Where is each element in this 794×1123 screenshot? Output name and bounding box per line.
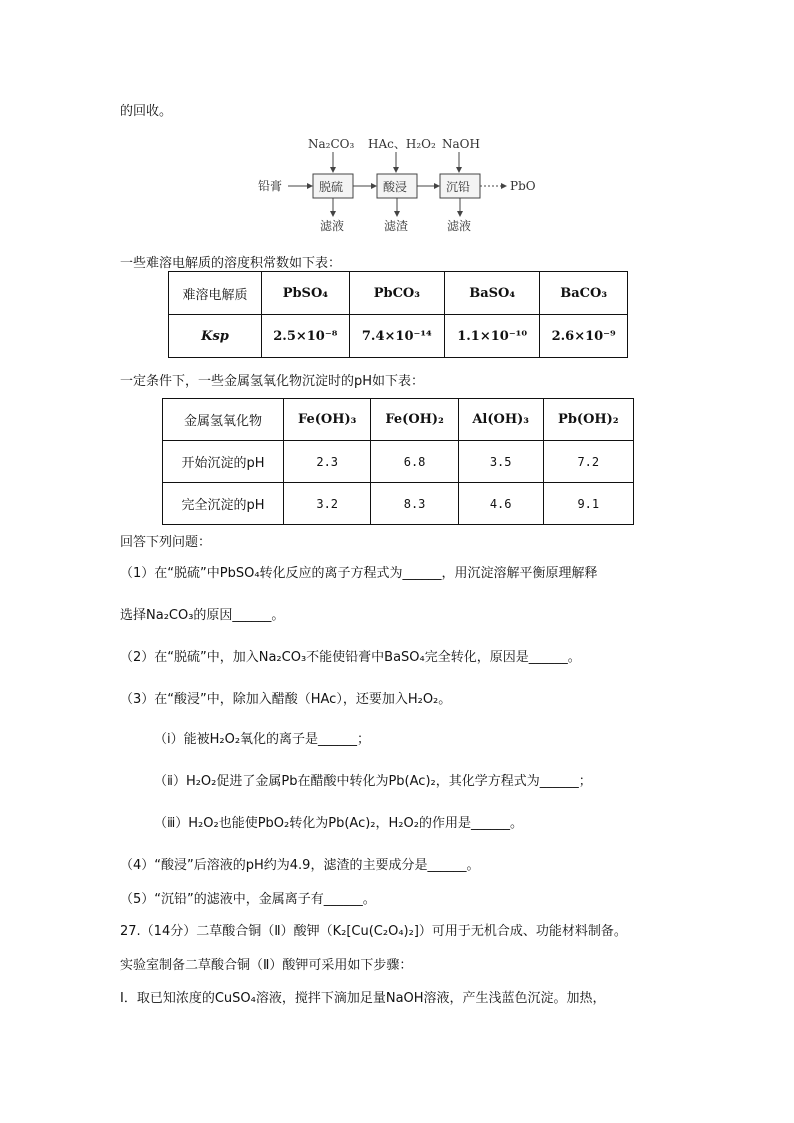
ksp-value: 2.6×10⁻⁹: [540, 315, 628, 358]
step-3: 沉铅: [446, 180, 471, 194]
ph-start-value: 2.3: [284, 441, 371, 483]
process-flow-diagram: [250, 132, 550, 234]
ph-start-label: 开始沉淀的pH: [163, 441, 284, 483]
step-2: 酸浸: [383, 180, 408, 194]
ph-caption: 一定条件下，一些金属氢氧化物沉淀时的pH如下表：: [120, 374, 425, 389]
ksp-value: 2.5×10⁻⁸: [262, 315, 350, 358]
ph-hydroxide: Fe(OH)₃: [284, 399, 371, 441]
step-I: Ⅰ．取已知浓度的CuSO₄溶液，搅拌下滴加足量NaOH溶液，产生浅蓝色沉淀。加热，: [120, 991, 606, 1006]
question-27-intro: 实验室制备二草酸合铜（Ⅱ）酸钾可采用如下步骤：: [120, 958, 413, 973]
questions-lead: 回答下列问题：: [120, 535, 212, 550]
reagent-1: Na₂CO₃: [308, 137, 355, 151]
ph-hydroxide: Al(OH)₃: [458, 399, 543, 441]
ksp-caption: 一些难溶电解质的溶度积常数如下表：: [120, 256, 342, 271]
ksp-value: 7.4×10⁻¹⁴: [349, 315, 444, 358]
ph-table: [162, 398, 634, 525]
question-27: 27.（14分）二草酸合铜（Ⅱ）酸钾（K₂[Cu(C₂O₄)₂]）可用于无机合成、功能材料制备。: [120, 924, 627, 939]
ksp-row-label: Ksp: [169, 315, 262, 358]
flow-product: PbO: [510, 179, 536, 193]
question-1b: 选择Na₂CO₃的原因______。: [120, 608, 285, 623]
output-3: 滤液: [447, 219, 472, 233]
question-3-iii: （ⅲ）H₂O₂也能使PbO₂转化为Pb(Ac)₂，H₂O₂的作用是______。: [154, 816, 523, 831]
ph-header-label: 金属氢氧化物: [163, 399, 284, 441]
reagent-3: NaOH: [442, 137, 480, 151]
ph-hydroxide: Pb(OH)₂: [543, 399, 633, 441]
question-3-ii: （ⅱ）H₂O₂促进了金属Pb在醋酸中转化为Pb(Ac)₂，其化学方程式为______；: [154, 774, 592, 789]
ksp-compound: PbSO₄: [262, 272, 350, 315]
ph-end-label: 完全沉淀的pH: [163, 483, 284, 525]
ph-hydroxide: Fe(OH)₂: [371, 399, 458, 441]
ksp-header-label: 难溶电解质: [169, 272, 262, 315]
step-1: 脱硫: [319, 180, 344, 194]
ph-start-value: 6.8: [371, 441, 458, 483]
question-4: （4）“酸浸”后溶液的pH约为4.9，滤渣的主要成分是______。: [120, 858, 480, 873]
ph-end-value: 8.3: [371, 483, 458, 525]
ph-start-value: 7.2: [543, 441, 633, 483]
ksp-compound: BaCO₃: [540, 272, 628, 315]
ph-end-value: 3.2: [284, 483, 371, 525]
ksp-compound: BaSO₄: [444, 272, 539, 315]
question-1a: （1）在“脱硫”中PbSO₄转化反应的离子方程式为______，用沉淀溶解平衡原理解释: [120, 566, 598, 581]
question-2: （2）在“脱硫”中，加入Na₂CO₃不能使铅膏中BaSO₄完全转化，原因是______。: [120, 650, 581, 665]
question-5: （5）“沉铅”的滤液中，金属离子有______。: [120, 892, 376, 907]
ksp-table: [168, 271, 628, 358]
question-3: （3）在“酸浸”中，除加入醋酸（HAc），还要加入H₂O₂。: [120, 692, 452, 707]
ksp-compound: PbCO₃: [349, 272, 444, 315]
output-2: 滤渣: [384, 219, 409, 233]
ph-end-value: 4.6: [458, 483, 543, 525]
ph-start-value: 3.5: [458, 441, 543, 483]
intro-tail: 的回收。: [120, 104, 173, 119]
reagent-2: HAc、H₂O₂: [368, 137, 436, 151]
output-1: 滤液: [320, 219, 345, 233]
flow-input: 铅膏: [258, 179, 283, 193]
ph-end-value: 9.1: [543, 483, 633, 525]
question-3-i: （ⅰ）能被H₂O₂氧化的离子是______；: [154, 732, 371, 747]
ksp-value: 1.1×10⁻¹⁰: [444, 315, 539, 358]
